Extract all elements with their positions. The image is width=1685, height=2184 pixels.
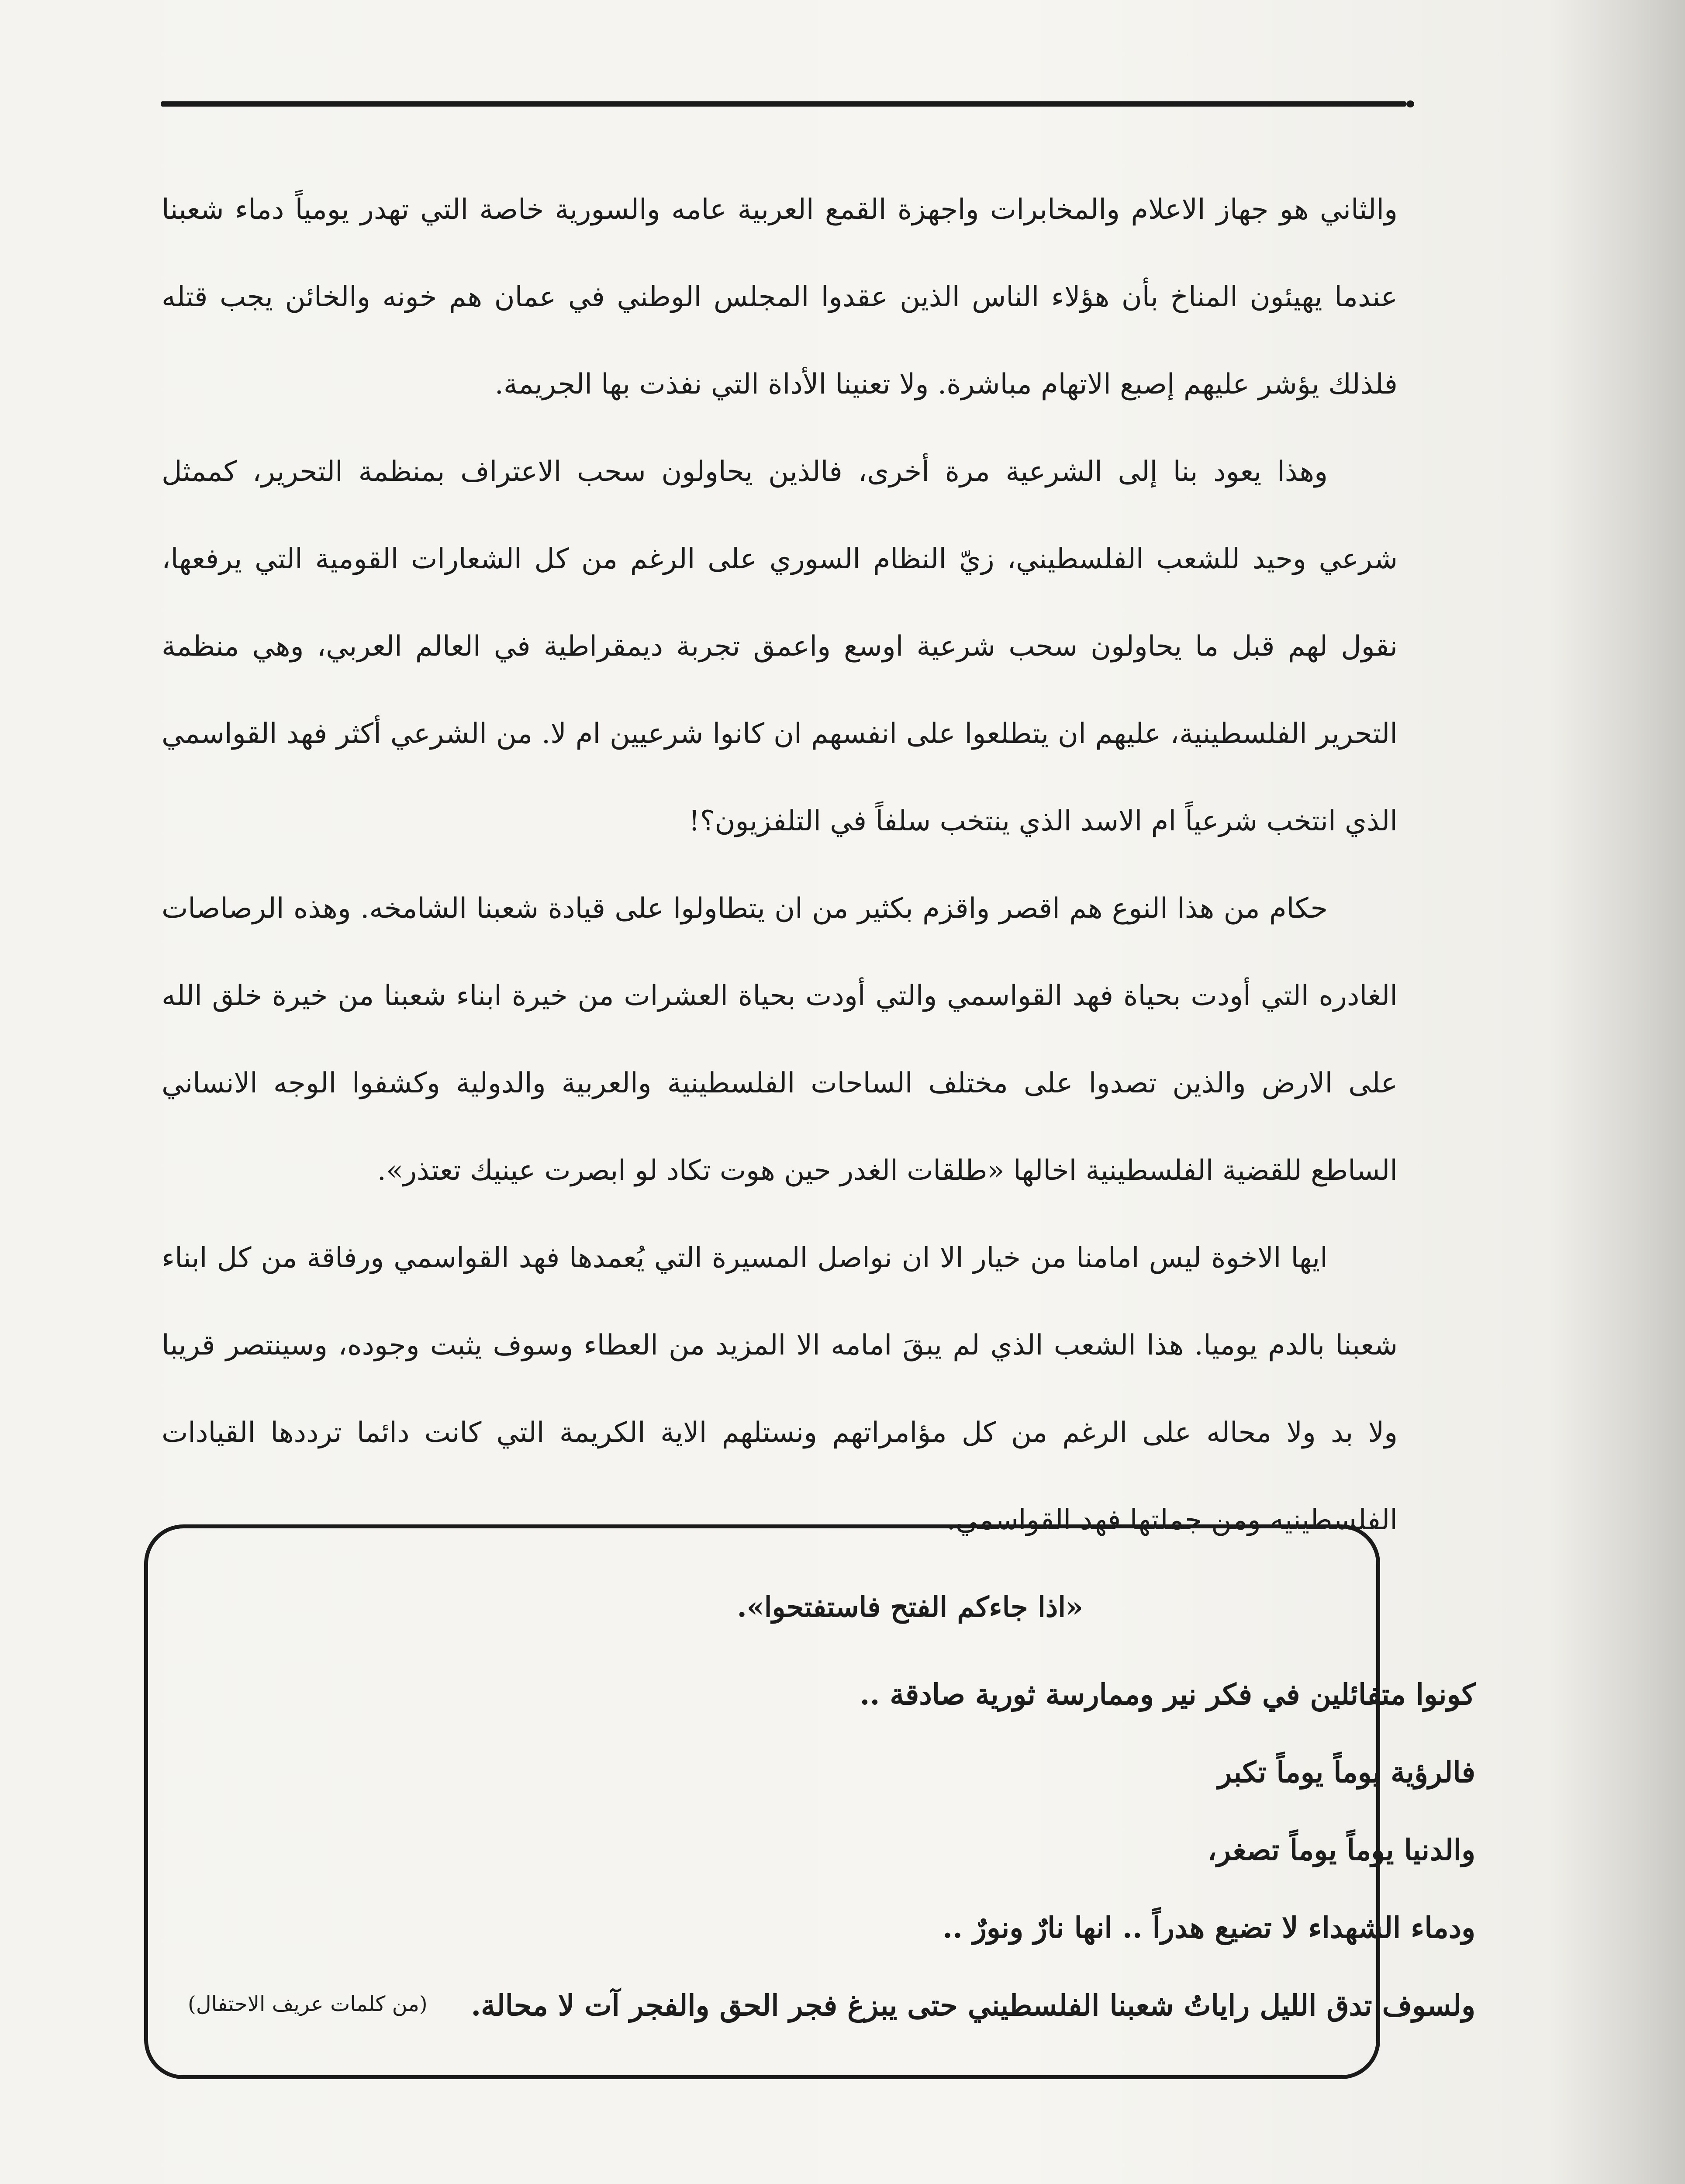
paragraph-4: ايها الاخوة ليس امامنا من خيار الا ان نواصل المسيرة التي يُعمدها فهد القواسمي ورفاقة من كل ابناء شعبنا بالدم يوميا. هذا الشعب الذي لم يبقَ امامه الا المزيد من العطاء وسوف يثبت وجوده، وسينتصر قريبا ولا بد ولا محاله على الرغم من كل مؤامراتهم ونستلهم الاية الكريمة التي كانت دائما ترددها القيادات الفلسطينيه ومن جملتها فهد القواسمي. xyxy=(162,1242,1398,1536)
closing-quote: «اذا جاءكم الفتح فاستفتحوا». xyxy=(737,1591,1083,1624)
quote-box-text xyxy=(471,1655,1475,2044)
paragraph-1: والثاني هو جهاز الاعلام والمخابرات واجهزة القمع العربية عامه والسورية خاصة التي تهدر يومياً دماء شعبنا عندما يهيئون المناخ بأن هؤلاء الناس الذين عقدوا المجلس الوطني في عمان هم خونه والخائن يجب قتله فلذلك يؤشر عليهم إصبع الاتهام مباشرة. ولا تعنينا الأداة التي نفذت بها الجريمة. xyxy=(162,194,1398,401)
top-rule xyxy=(161,101,1406,107)
quote-box-line-2: فالرؤية يوماً يوماً تكبر xyxy=(1218,1755,1475,1789)
paragraph-3: حكام من هذا النوع هم اقصر واقزم بكثير من ان يتطاولوا على قيادة شعبنا الشامخه. وهذه الرصاصات الغادره التي أودت بحياة فهد القواسمي والتي أودت بحياة العشرات من خيرة ابناء شعبنا من خيرة خلق الله على الارض والذين تصدوا على مختلف الساحات الفلسطينية والعربية والدولية وكشفوا الوجه الانساني الساطع للقضية الفلسطينية اخالها «طلقات الغدر حين هوت تكاد لو ابصرت عينيك تعتذر». xyxy=(162,892,1398,1187)
quote-box-line-1: كونوا متفائلين في فكر نير وممارسة ثورية صادقة .. xyxy=(860,1677,1475,1711)
paragraph-2: وهذا يعود بنا إلى الشرعية مرة أخرى، فالذين يحاولون سحب الاعتراف بمنظمة التحرير، كممثل شرعي وحيد للشعب الفلسطيني، زيّ النظام السوري على الرغم من كل الشعارات القومية التي يرفعها، نقول لهم قبل ما يحاولون سحب شرعية اوسع واعمق تجربة ديمقراطية في العالم العربي، وهي منظمة التحرير الفلسطينية، عليهم ان يتطلعوا على انفسهم ان كانوا شرعيين ام لا. من الشرعي أكثر فهد القواسمي الذي انتخب شرعياً ام الاسد الذي ينتخب سلفاً في التلفزيون؟! xyxy=(162,456,1398,837)
quote-attribution: (من كلمات عريف الاحتفال) xyxy=(188,1992,428,2016)
quote-box-line-4: ودماء الشهداء لا تضيع هدراً .. انها نارٌ ونورٌ .. xyxy=(943,1911,1475,1945)
quote-box-line-5: ولسوف تدق الليل راياتُ شعبنا الفلسطيني حتى يبزغ فجر الحق والفجر آت لا محالة. xyxy=(471,1988,1475,2022)
article-body xyxy=(162,166,1398,1651)
quote-box-line-3: والدنيا يوماً يوماً تصغر، xyxy=(1207,1833,1475,1867)
